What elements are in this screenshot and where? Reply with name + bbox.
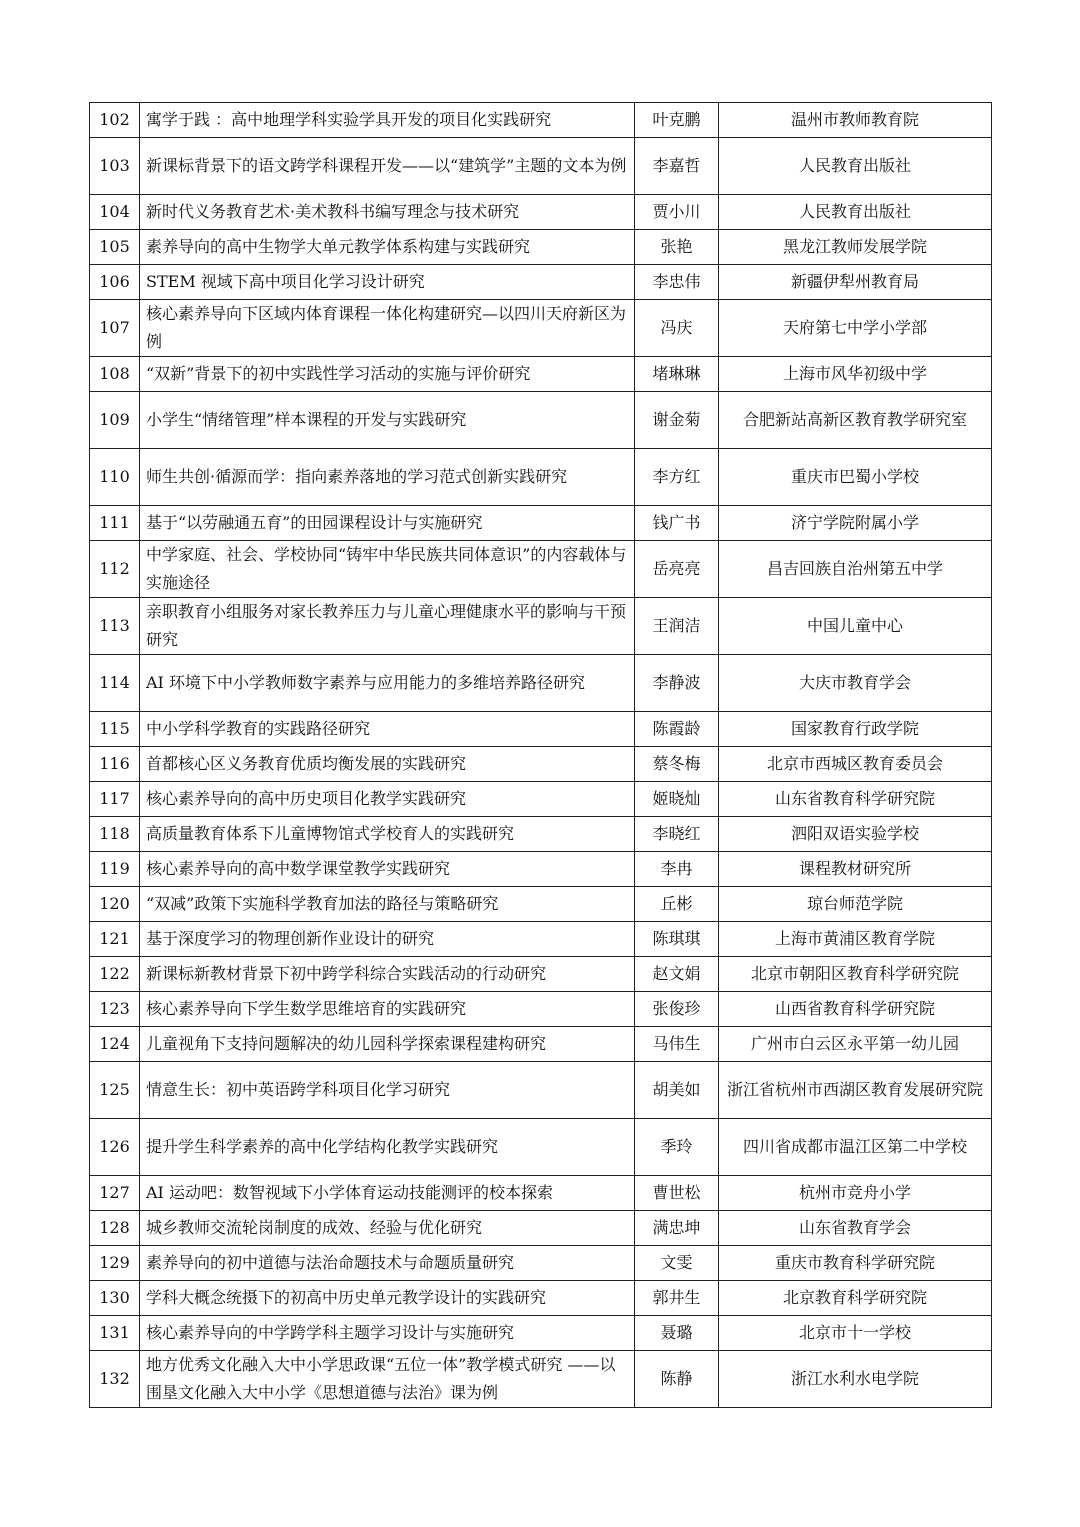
- project-organization: 中国儿童中心: [719, 598, 992, 655]
- project-leader: 王润洁: [635, 598, 719, 655]
- row-number: 126: [90, 1119, 140, 1176]
- project-organization: 济宁学院附属小学: [719, 506, 992, 541]
- table-row: [90, 195, 992, 230]
- row-number: 106: [90, 265, 140, 300]
- row-number: 121: [90, 922, 140, 957]
- project-organization: 广州市白云区永平第一幼儿园: [719, 1027, 992, 1062]
- project-leader: 胡美如: [635, 1062, 719, 1119]
- row-number: 105: [90, 230, 140, 265]
- row-number: 110: [90, 449, 140, 506]
- project-title: 中学家庭、社会、学校协同“铸牢中华民族共同体意识”的内容载体与实施途径: [140, 541, 635, 598]
- project-organization: 上海市黄浦区教育学院: [719, 922, 992, 957]
- project-leader: 姬晓灿: [635, 782, 719, 817]
- project-organization: 课程教材研究所: [719, 852, 992, 887]
- row-number: 108: [90, 357, 140, 392]
- project-organization: 人民教育出版社: [719, 138, 992, 195]
- table-row: [90, 392, 992, 449]
- row-number: 107: [90, 300, 140, 357]
- project-leader: 李晓红: [635, 817, 719, 852]
- table-row: [90, 506, 992, 541]
- table-row: [90, 1246, 992, 1281]
- project-organization: 浙江水利水电学院: [719, 1351, 992, 1408]
- table-row: [90, 957, 992, 992]
- table-row: [90, 887, 992, 922]
- row-number: 117: [90, 782, 140, 817]
- project-title: 核心素养导向的高中数学课堂教学实践研究: [140, 852, 635, 887]
- project-title: 核心素养导向下学生数学思维培育的实践研究: [140, 992, 635, 1027]
- project-leader: 聂璐: [635, 1316, 719, 1351]
- table-row: [90, 992, 992, 1027]
- project-title: 核心素养导向下区域内体育课程一体化构建研究—以四川天府新区为例: [140, 300, 635, 357]
- project-leader: 李冉: [635, 852, 719, 887]
- project-title: 素养导向的初中道德与法治命题技术与命题质量研究: [140, 1246, 635, 1281]
- project-organization: 北京市十一学校: [719, 1316, 992, 1351]
- project-leader: 贾小川: [635, 195, 719, 230]
- project-title: 师生共创·循源而学：指向素养落地的学习范式创新实践研究: [140, 449, 635, 506]
- project-organization: 合肥新站高新区教育教学研究室: [719, 392, 992, 449]
- project-title: 新时代义务教育艺术·美术教科书编写理念与技术研究: [140, 195, 635, 230]
- row-number: 130: [90, 1281, 140, 1316]
- project-leader: 陈静: [635, 1351, 719, 1408]
- project-organization: 山东省教育学会: [719, 1211, 992, 1246]
- table-row: [90, 817, 992, 852]
- table-row: [90, 1176, 992, 1211]
- table-row: [90, 265, 992, 300]
- project-title: “双新”背景下的初中实践性学习活动的实施与评价研究: [140, 357, 635, 392]
- row-number: 119: [90, 852, 140, 887]
- project-leader: 堵琳琳: [635, 357, 719, 392]
- row-number: 127: [90, 1176, 140, 1211]
- table-row: [90, 1281, 992, 1316]
- row-number: 114: [90, 655, 140, 712]
- project-leader: 叶克鹏: [635, 103, 719, 138]
- project-leader: 文雯: [635, 1246, 719, 1281]
- table-row: [90, 1316, 992, 1351]
- project-organization: 人民教育出版社: [719, 195, 992, 230]
- project-title: 基于深度学习的物理创新作业设计的研究: [140, 922, 635, 957]
- table-row: [90, 747, 992, 782]
- project-title: 亲职教育小组服务对家长教养压力与儿童心理健康水平的影响与干预研究: [140, 598, 635, 655]
- project-title: 基于“以劳融通五育”的田园课程设计与实施研究: [140, 506, 635, 541]
- project-leader: 马伟生: [635, 1027, 719, 1062]
- project-organization: 浙江省杭州市西湖区教育发展研究院: [719, 1062, 992, 1119]
- project-leader: 曹世松: [635, 1176, 719, 1211]
- table-row: [90, 922, 992, 957]
- project-title: 情意生长：初中英语跨学科项目化学习研究: [140, 1062, 635, 1119]
- project-organization: 重庆市巴蜀小学校: [719, 449, 992, 506]
- project-organization: 琼台师范学院: [719, 887, 992, 922]
- project-title: 新课标新教材背景下初中跨学科综合实践活动的行动研究: [140, 957, 635, 992]
- project-leader: 陈霞龄: [635, 712, 719, 747]
- row-number: 120: [90, 887, 140, 922]
- row-number: 128: [90, 1211, 140, 1246]
- table-row: [90, 1351, 992, 1408]
- project-organization: 北京教育科学研究院: [719, 1281, 992, 1316]
- table-row: [90, 138, 992, 195]
- project-title: 提升学生科学素养的高中化学结构化教学实践研究: [140, 1119, 635, 1176]
- project-title: 新课标背景下的语文跨学科课程开发——以“建筑学”主题的文本为例: [140, 138, 635, 195]
- projects-table: [89, 102, 992, 1408]
- row-number: 124: [90, 1027, 140, 1062]
- project-title: 学科大概念统摄下的初高中历史单元教学设计的实践研究: [140, 1281, 635, 1316]
- project-organization: 国家教育行政学院: [719, 712, 992, 747]
- project-organization: 山西省教育科学研究院: [719, 992, 992, 1027]
- project-title: 寓学于践 ：高中地理学科实验学具开发的项目化实践研究: [140, 103, 635, 138]
- table-row: [90, 782, 992, 817]
- project-organization: 昌吉回族自治州第五中学: [719, 541, 992, 598]
- project-organization: 山东省教育科学研究院: [719, 782, 992, 817]
- project-leader: 蔡冬梅: [635, 747, 719, 782]
- table-row: [90, 1027, 992, 1062]
- table-row: [90, 655, 992, 712]
- row-number: 129: [90, 1246, 140, 1281]
- row-number: 113: [90, 598, 140, 655]
- row-number: 104: [90, 195, 140, 230]
- table-row: [90, 449, 992, 506]
- project-leader: 季玲: [635, 1119, 719, 1176]
- project-leader: 李忠伟: [635, 265, 719, 300]
- table-row: [90, 1119, 992, 1176]
- project-leader: 钱广书: [635, 506, 719, 541]
- row-number: 111: [90, 506, 140, 541]
- project-leader: 张艳: [635, 230, 719, 265]
- table-row: [90, 712, 992, 747]
- row-number: 103: [90, 138, 140, 195]
- document-page: [89, 102, 991, 1408]
- project-title: 儿童视角下支持问题解决的幼儿园科学探索课程建构研究: [140, 1027, 635, 1062]
- table-row: [90, 1062, 992, 1119]
- table-row: [90, 103, 992, 138]
- row-number: 132: [90, 1351, 140, 1408]
- row-number: 109: [90, 392, 140, 449]
- project-organization: 大庆市教育学会: [719, 655, 992, 712]
- project-leader: 李嘉哲: [635, 138, 719, 195]
- project-title: 首都核心区义务教育优质均衡发展的实践研究: [140, 747, 635, 782]
- row-number: 115: [90, 712, 140, 747]
- row-number: 116: [90, 747, 140, 782]
- project-organization: 泗阳双语实验学校: [719, 817, 992, 852]
- row-number: 118: [90, 817, 140, 852]
- row-number: 122: [90, 957, 140, 992]
- project-leader: 李方红: [635, 449, 719, 506]
- project-leader: 岳亮亮: [635, 541, 719, 598]
- table-row: [90, 357, 992, 392]
- row-number: 112: [90, 541, 140, 598]
- project-title: 中小学科学教育的实践路径研究: [140, 712, 635, 747]
- project-organization: 四川省成都市温江区第二中学校: [719, 1119, 992, 1176]
- project-title: 小学生“情绪管理”样本课程的开发与实践研究: [140, 392, 635, 449]
- project-leader: 丘彬: [635, 887, 719, 922]
- row-number: 123: [90, 992, 140, 1027]
- project-title: 高质量教育体系下儿童博物馆式学校育人的实践研究: [140, 817, 635, 852]
- project-title: AI 运动吧：数智视域下小学体育运动技能测评的校本探索: [140, 1176, 635, 1211]
- project-leader: 谢金菊: [635, 392, 719, 449]
- project-title: 城乡教师交流轮岗制度的成效、经验与优化研究: [140, 1211, 635, 1246]
- project-organization: 北京市朝阳区教育科学研究院: [719, 957, 992, 992]
- project-leader: 满忠坤: [635, 1211, 719, 1246]
- row-number: 102: [90, 103, 140, 138]
- project-title: STEM 视域下高中项目化学习设计研究: [140, 265, 635, 300]
- project-title: 地方优秀文化融入大中小学思政课“五位一体”教学模式研究 ——以围垦文化融入大中小学《思想道德与法治》课为例: [140, 1351, 635, 1408]
- table-row: [90, 230, 992, 265]
- project-organization: 黑龙江教师发展学院: [719, 230, 992, 265]
- project-leader: 郭井生: [635, 1281, 719, 1316]
- project-organization: 天府第七中学小学部: [719, 300, 992, 357]
- project-organization: 上海市风华初级中学: [719, 357, 992, 392]
- table-row: [90, 598, 992, 655]
- project-organization: 温州市教师教育院: [719, 103, 992, 138]
- project-title: “双减”政策下实施科学教育加法的路径与策略研究: [140, 887, 635, 922]
- project-leader: 陈琪琪: [635, 922, 719, 957]
- table-row: [90, 1211, 992, 1246]
- project-leader: 张俊珍: [635, 992, 719, 1027]
- project-title: AI 环境下中小学教师数字素养与应用能力的多维培养路径研究: [140, 655, 635, 712]
- project-leader: 冯庆: [635, 300, 719, 357]
- row-number: 125: [90, 1062, 140, 1119]
- project-organization: 北京市西城区教育委员会: [719, 747, 992, 782]
- table-row: [90, 541, 992, 598]
- table-row: [90, 300, 992, 357]
- project-leader: 李静波: [635, 655, 719, 712]
- project-organization: 重庆市教育科学研究院: [719, 1246, 992, 1281]
- project-leader: 赵文娟: [635, 957, 719, 992]
- project-organization: 杭州市竞舟小学: [719, 1176, 992, 1211]
- project-title: 核心素养导向的高中历史项目化教学实践研究: [140, 782, 635, 817]
- project-title: 素养导向的高中生物学大单元教学体系构建与实践研究: [140, 230, 635, 265]
- row-number: 131: [90, 1316, 140, 1351]
- table-row: [90, 852, 992, 887]
- project-title: 核心素养导向的中学跨学科主题学习设计与实施研究: [140, 1316, 635, 1351]
- project-organization: 新疆伊犁州教育局: [719, 265, 992, 300]
